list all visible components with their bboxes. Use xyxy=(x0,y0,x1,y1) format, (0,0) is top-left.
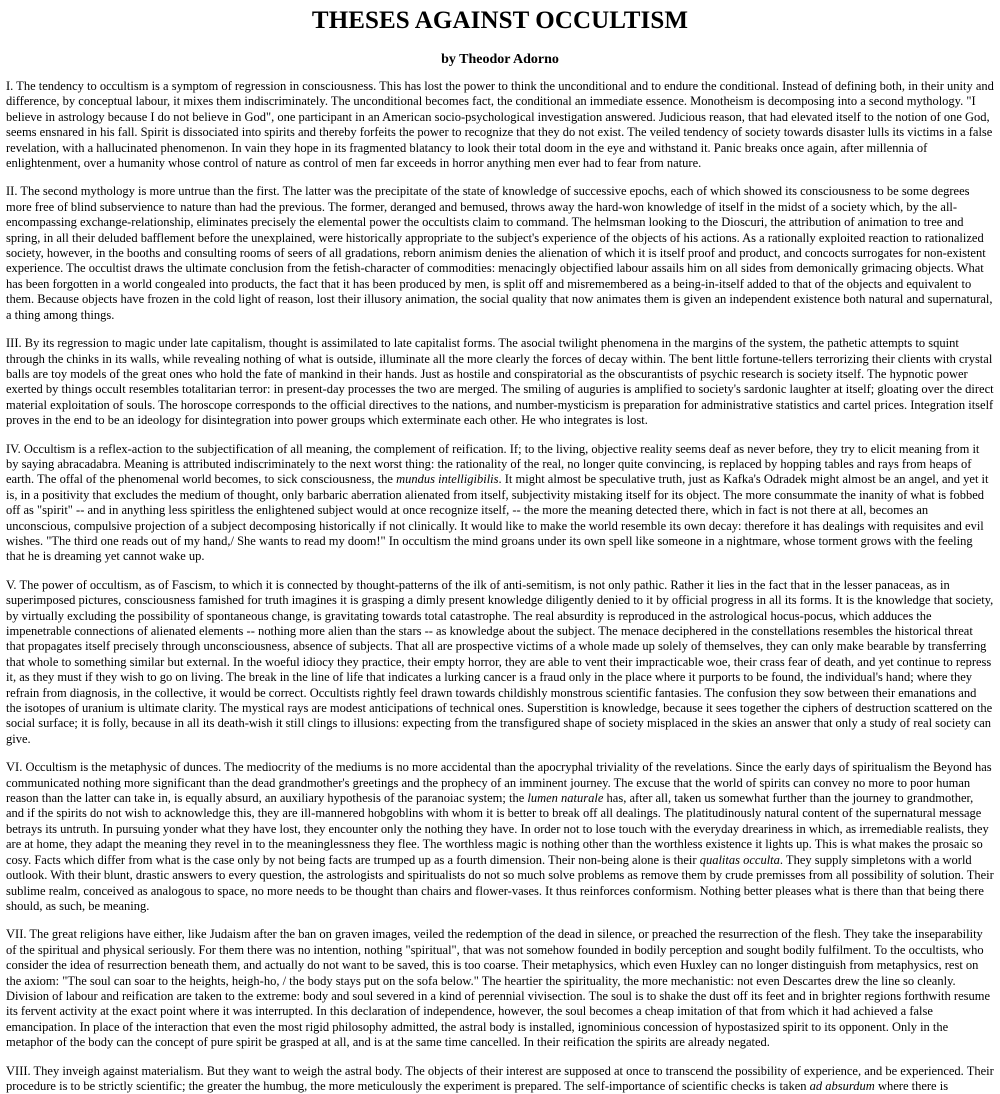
thesis-paragraph-2: II. The second mythology is more untrue than the first. The latter was the precipitate of the state of knowledge of successive epochs, each of which showed its consciousness to be some degrees more free of blind subservience to nature than had the previous. The former, deranged and bemused, throws away the hard-won knowledge of itself in the midst of a society which, by the all-encompassing exchange-relationship, eliminates precisely the elemental power the occultists claim to command. The helmsman looking to the Dioscuri, the attribution of animation to tree and spring, in all their deluded bafflement before the unexplained, were historically appropriate to the subject's experience of the objects of his actions. As a rationally exploited reaction to rationalized society, however, in the booths and consulting rooms of seers of all gradations, reborn animism denies the alienation of which it is itself proof and product, and concocts surrogates for non-existent experience. The occultist draws the ultimate conclusion from the fetish-character of commodities: menacingly objectified labour assails him on all sides from demonically grimacing objects. What has been forgotten in a world congealed into products, the fact that it has been produced by men, is split off and misremembered as a being-in-itself added to that of the objects and equivalent to them. Because objects have frozen in the cold light of reason, lost their illusory animation, the social quality that now animates them is given an independent existence both natural and supernatural, a thing among things. xyxy=(6,184,993,322)
thesis-paragraph-3: III. By its regression to magic under late capitalism, thought is assimilated to late capitalist forms. The asocial twilight phenomena in the margins of the system, the pathetic attempts to squint through the chinks in its walls, while revealing nothing of what is outside, illuminate all the more clearly the forces of decay within. The bent little fortune-tellers terrorizing their clients with crystal balls are toy models of the great ones who hold the fate of mankind in their hands. Just as hostile and conspiratorial as the obscurantists of psychic research is society itself. The hypnotic power exerted by things occult resembles totalitarian terror: in present-day processes the two are merged. The smiling of auguries is amplified to society's sardonic laughter at itself; gloating over the direct material exploitation of souls. The horoscope corresponds to the official directives to the nations, and number-mysticism is preparation for administrative statistics and cartel prices. Integration itself proves in the end to be an ideology for disintegration into power groups which exterminate each other. He who integrates is lost. xyxy=(6,336,994,428)
italic-term: ad absurdum xyxy=(809,1078,875,1093)
paragraph-text-segment: VI. Occultism is the metaphysic of dunces. The mediocrity of the mediums is no more accidental than the apocryphal triviality of the revelations. Since the early days of spiritualism the Beyond has communicated nothing more significant than the dead grandmother's greetings and the prophecy of an imminent journey. The excuse that the world of spirits can convey no more to poor human reason than the latter can take in, is equally absurd, an auxiliary hypothesis of the paranoiac system; the xyxy=(6,760,992,806)
italic-term: mundus intelligibilis xyxy=(396,472,499,487)
document-page xyxy=(0,6,1000,1094)
paragraph-text-segment: IV. Occultism is a reflex-action to the subjectification of all meaning, the complement of reification. If; to the living, objective reality seems deaf as never before, they try to elicit meaning from it by saying abracadabra. Meaning is attributed indiscriminately to the next worst thing: the rationality of the real, no longer quite convincing, is replaced by hopping tables and rays from heaps of earth. The offal of the phenomenal world becomes, to sick consciousness, the xyxy=(6,441,980,487)
thesis-paragraph-6 xyxy=(6,760,994,914)
thesis-paragraph-7: VII. The great religions have either, like Judaism after the ban on graven images, veiled the redemption of the dead in silence, or preached the resurrection of the flesh. They take the inseparability of the spiritual and physical seriously. For them there was no intention, nothing "spiritual", that was not somehow founded in bodily perception and sought bodily fulfilment. To the occultists, who consider the idea of resurrection beneath them, and actually do not want to be saved, this is too coarse. Their metaphysics, which even Huxley can no longer distinguish from metaphysics, rest on the axiom: "The soul can soar to the heights, heigh-ho, / the body stays put on the sofa below." The heartier the spirituality, the more mechanistic: not even Descartes drew the line so cleanly. Division of labour and reification are taken to the extreme: body and soul severed in a kind of perennial vivisection. The soul is to shake the dust off its feet and in brighter regions forthwith resume its fervent activity at the exact point where it was interrupted. In this declaration of independence, however, the soul becomes a cheap imitation of that from which it had achieved a false emancipation. In place of the interaction that even the most rigid philosophy admitted, the astral body is installed, ignominious concession of hypostasized spirit to its opponent. Only in the metaphor of the body can the concept of pure spirit be grasped at all, and is at the same time cancelled. In their reification the spirits are already negated. xyxy=(6,927,991,1050)
italic-term: lumen naturale xyxy=(527,791,604,806)
thesis-paragraph-8 xyxy=(6,1064,994,1094)
paragraph-text-segment: . It might almost be speculative truth, just as Kafka's Odradek might almost be an angel, and yet it is, in a positivity that excludes the medium of thought, only barbaric aberration alienated from itself, subjectivity mistaking itself for its object. The more consummate the inanity of what is fobbed off as "spirit" -- and in anything less spiritless the enlightened subject would at once recognize itself, -- the more the meaning detected there, which in fact is not there at all, becomes an unconscious, compulsive projection of a subject decomposing historically if not clinically. It would like to make the world resemble its own decay: therefore it has dealings with requisites and evil wishes. "The third one reads out of my hand,/ She wants to read my doom!" In occultism the mind groans under its own spell like someone in a nightmare, whose torment grows with the feeling that he is dreaming yet cannot wake up. xyxy=(6,472,989,564)
paragraph-text-segment: VIII. They inveigh against materialism. But they want to weigh the astral body. The objects of their interest are supposed at once to transcend the possibility of experience, and be experienced. Their procedure is to be strictly scientific; the greater the humbug, the more meticulously the experiment is prepared. The self-importance of scientific checks is taken xyxy=(6,1063,994,1093)
thesis-paragraph-1: I. The tendency to occultism is a symptom of regression in consciousness. This has lost the power to think the unconditional and to endure the conditional. Instead of defining both, in their unity and difference, by conceptual labour, it mixes them indiscriminately. The unconditional becomes fact, the conditional an immediate essence. Monotheism is decomposing into a second mythology. "I believe in astrology because I do not believe in God", one participant in an American socio-psychological investigation answered. Judicious reason, that had elevated itself to the notion of one God, seems ensnared in his fall. Spirit is dissociated into spirits and thereby forfeits the power to recognize that they do not exist. The veiled tendency of society towards disaster lulls its victims in a false revelation, with a hallucinated phenomenon. In vain they hope in its fragmented blatancy to look their total doom in the eye and withstand it. Panic breaks once again, after millennia of enlightenment, over a humanity whose control of nature as control of men far exceeds in horror anything men ever had to fear from nature. xyxy=(6,79,994,171)
italic-term: qualitas occulta xyxy=(699,852,780,867)
document-title: THESES AGAINST OCCULTISM xyxy=(311,7,689,34)
document-author: by Theodor Adorno xyxy=(441,52,559,67)
paragraph-text-segment: has, after all, taken us somewhat further than the journey to grandmother, and if the spirits do not wish to acknowledge this, they are ill-mannered hobgoblins with whom it is better to break off all dealings. The platitudinously natural content of the supernatural message betrays its untruth. In pursuing yonder what they have lost, they encounter only the nothing they have. In order not to lose touch with the everyday dreariness in which, as irremediable realists, they are at home, they adapt the meaning they revel in to the meaninglessness they flee. The worthless magic is nothing other than the worthless existence it lights up. This is what makes the prosaic so cosy. Facts which differ from what is the case only by not being facts are trumped up as a fourth dimension. Their non-being alone is their xyxy=(6,791,989,867)
thesis-paragraph-5: V. The power of occultism, as of Fascism, to which it is connected by thought-patterns of the ilk of anti-semitism, is not only pathic. Rather it lies in the fact that in the lesser panaceas, as in superimposed pictures, consciousness famished for truth imagines it is grasping a dimly present knowledge diligently denied to it by official progress in all its forms. It is the knowledge that society, by virtually excluding the possibility of spontaneous change, is gravitating towards total catastrophe. The real absurdity is reproduced in the astrological hocus-pocus, which adduces the impenetrable connections of alienated elements -- nothing more alien than the stars -- as knowledge about the subject. The menace deciphered in the constellations resembles the historical threat that propagates itself precisely through unconsciousness, absence of subjects. That all are prospective victims of a whole made up solely of themselves, they can only make bearable by transferring that whole to something similar but external. In the woeful idiocy they practice, their empty horror, they are able to vent their impracticable woe, their crass fear of death, and yet continue to repress it, as they must if they wish to go on living. The break in the line of life that indicates a lurking cancer is a fraud only in the place where it purports to be found, the individual's hand; where they refrain from diagnosis, in the collective, it would be correct. Occultists rightly feel drawn towards childishly monstrous scientific fantasies. The confusion they sow between their emanations and the isotopes of uranium is ultimate clarity. The mystical rays are modest anticipations of technical ones. Superstition is knowledge, because it sees together the ciphers of destruction scattered on the social surface; it is folly, because in all its death-wish it still clings to illusions: expecting from the transfigured shape of society misplaced in the skies an answer that only a study of real society can give. xyxy=(6,577,994,746)
paragraph-text-segment: where there is xyxy=(874,1078,949,1093)
thesis-paragraph-4 xyxy=(6,442,994,565)
paragraph-text-segment: . They supply simpletons with a world outlook. With their blunt, drastic answers to every question, the astrologists and spiritualists do not so much solve problems as remove them by crude premisses from all possibility of solution. Their sublime realm, conceived as analogous to space, no more needs to be thought than chairs and flower-vases. It thus reinforces conformism. Nothing better pleases what is there than that being there should, as such, be meaning. xyxy=(6,852,994,913)
